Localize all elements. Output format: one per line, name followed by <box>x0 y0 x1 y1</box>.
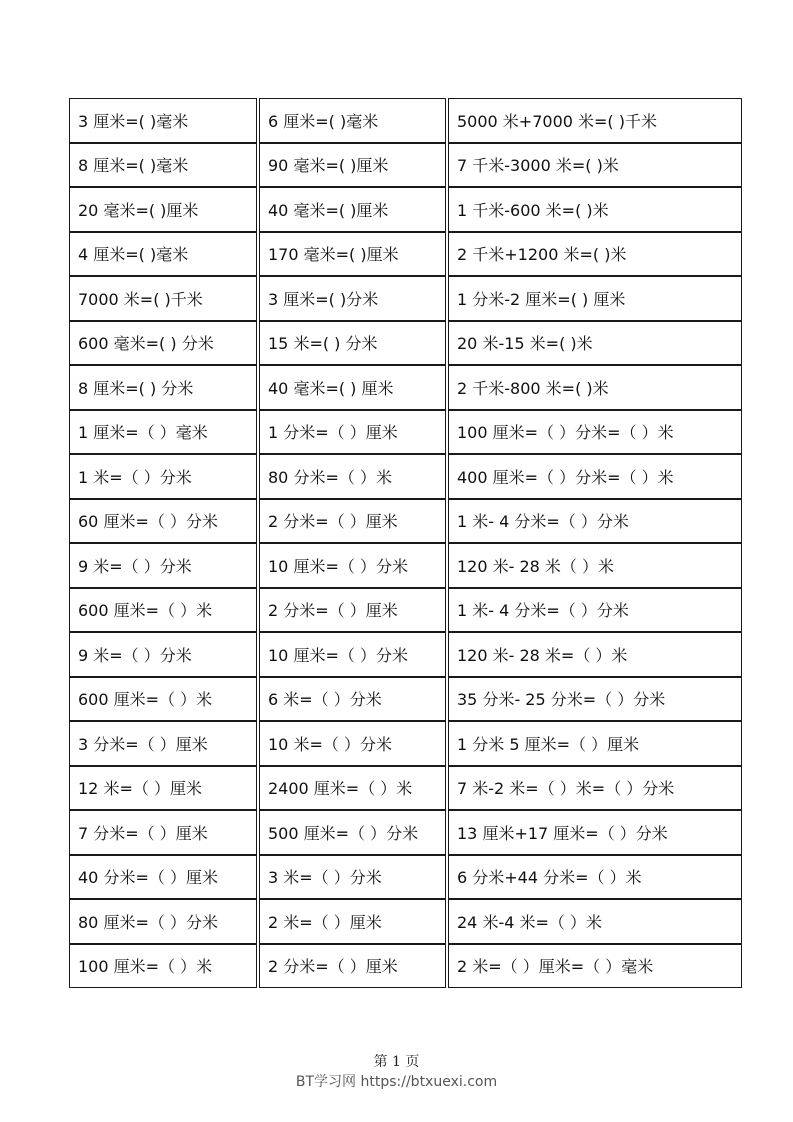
table-row <box>69 410 742 455</box>
table-row <box>69 98 742 143</box>
question-cell[interactable]: 7 分米=（ ）厘米 <box>69 810 257 855</box>
question-cell[interactable]: 8 厘米=( )毫米 <box>69 143 257 188</box>
table-row <box>69 321 742 366</box>
table-row <box>69 677 742 722</box>
table-row <box>69 232 742 277</box>
question-cell[interactable]: 5000 米+7000 米=( )千米 <box>448 98 742 143</box>
question-cell[interactable]: 2 分米=（ ）厘米 <box>259 499 446 544</box>
question-cell[interactable]: 2 分米=（ ）厘米 <box>259 588 446 633</box>
question-cell[interactable]: 2400 厘米=（ ）米 <box>259 766 446 811</box>
question-cell[interactable]: 3 厘米=( )毫米 <box>69 98 257 143</box>
question-cell[interactable]: 1 米- 4 分米=（ ）分米 <box>448 588 742 633</box>
site-watermark: BT学习网 https://btxuexi.com <box>295 1074 498 1090</box>
question-cell[interactable]: 600 厘米=（ ）米 <box>69 588 257 633</box>
table-row <box>69 276 742 321</box>
table-row <box>69 810 742 855</box>
conversion-worksheet-table <box>69 98 742 988</box>
question-cell[interactable]: 1 米=（ ）分米 <box>69 454 257 499</box>
question-cell[interactable]: 20 毫米=( )厘米 <box>69 187 257 232</box>
question-cell[interactable]: 500 厘米=（ ）分米 <box>259 810 446 855</box>
question-cell[interactable]: 1 分米-2 厘米=( ) 厘米 <box>448 276 742 321</box>
question-cell[interactable]: 10 厘米=（ ）分米 <box>259 632 446 677</box>
question-cell[interactable]: 60 厘米=（ ）分米 <box>69 499 257 544</box>
question-cell[interactable]: 40 分米=（ ）厘米 <box>69 855 257 900</box>
question-cell[interactable]: 170 毫米=( )厘米 <box>259 232 446 277</box>
table-row <box>69 855 742 900</box>
question-cell[interactable]: 2 分米=（ ）厘米 <box>259 944 446 989</box>
question-cell[interactable]: 2 米=（ ）厘米 <box>259 899 446 944</box>
question-cell[interactable]: 40 毫米=( ) 厘米 <box>259 365 446 410</box>
question-cell[interactable]: 6 分米+44 分米=（ ）米 <box>448 855 742 900</box>
question-cell[interactable]: 1 米- 4 分米=（ ）分米 <box>448 499 742 544</box>
question-cell[interactable]: 80 分米=（ ）米 <box>259 454 446 499</box>
question-cell[interactable]: 24 米-4 米=（ ）米 <box>448 899 742 944</box>
question-cell[interactable]: 2 千米-800 米=( )米 <box>448 365 742 410</box>
question-cell[interactable]: 7 米-2 米=（ ）米=（ ）分米 <box>448 766 742 811</box>
question-cell[interactable]: 2 千米+1200 米=( )米 <box>448 232 742 277</box>
question-cell[interactable]: 40 毫米=( )厘米 <box>259 187 446 232</box>
question-cell[interactable]: 2 米=（ ）厘米=（ ）毫米 <box>448 944 742 989</box>
table-row <box>69 721 742 766</box>
question-cell[interactable]: 3 厘米=( )分米 <box>259 276 446 321</box>
question-cell[interactable]: 100 厘米=（ ）分米=（ ）米 <box>448 410 742 455</box>
table-row <box>69 454 742 499</box>
question-cell[interactable]: 600 厘米=（ ）米 <box>69 677 257 722</box>
question-cell[interactable]: 12 米=（ ）厘米 <box>69 766 257 811</box>
question-cell[interactable]: 120 米- 28 米=（ ）米 <box>448 632 742 677</box>
table-row <box>69 187 742 232</box>
question-cell[interactable]: 80 厘米=（ ）分米 <box>69 899 257 944</box>
question-cell[interactable]: 1 千米-600 米=( )米 <box>448 187 742 232</box>
question-cell[interactable]: 6 米=（ ）分米 <box>259 677 446 722</box>
table-row <box>69 588 742 633</box>
question-cell[interactable]: 4 厘米=( )毫米 <box>69 232 257 277</box>
table-row <box>69 899 742 944</box>
question-cell[interactable]: 15 米=( ) 分米 <box>259 321 446 366</box>
question-cell[interactable]: 10 厘米=（ ）分米 <box>259 543 446 588</box>
question-cell[interactable]: 120 米- 28 米（ ）米 <box>448 543 742 588</box>
table-row <box>69 365 742 410</box>
question-cell[interactable]: 3 米=（ ）分米 <box>259 855 446 900</box>
page-number: 第 1 页 <box>373 1054 420 1070</box>
question-cell[interactable]: 400 厘米=（ ）分米=（ ）米 <box>448 454 742 499</box>
question-cell[interactable]: 35 分米- 25 分米=（ ）分米 <box>448 677 742 722</box>
table-row <box>69 143 742 188</box>
question-cell[interactable]: 100 厘米=（ ）米 <box>69 944 257 989</box>
question-cell[interactable]: 13 厘米+17 厘米=（ ）分米 <box>448 810 742 855</box>
question-cell[interactable]: 7000 米=( )千米 <box>69 276 257 321</box>
question-cell[interactable]: 20 米-15 米=( )米 <box>448 321 742 366</box>
question-cell[interactable]: 1 厘米=（ ）毫米 <box>69 410 257 455</box>
question-cell[interactable]: 1 分米 5 厘米=（ ）厘米 <box>448 721 742 766</box>
question-cell[interactable]: 1 分米=（ ）厘米 <box>259 410 446 455</box>
question-cell[interactable]: 6 厘米=( )毫米 <box>259 98 446 143</box>
question-cell[interactable]: 9 米=（ ）分米 <box>69 632 257 677</box>
question-cell[interactable]: 9 米=（ ）分米 <box>69 543 257 588</box>
question-cell[interactable]: 3 分米=（ ）厘米 <box>69 721 257 766</box>
table-row <box>69 766 742 811</box>
question-cell[interactable]: 600 毫米=( ) 分米 <box>69 321 257 366</box>
table-row <box>69 944 742 989</box>
question-cell[interactable]: 7 千米-3000 米=( )米 <box>448 143 742 188</box>
question-cell[interactable]: 10 米=（ ）分米 <box>259 721 446 766</box>
question-cell[interactable]: 8 厘米=( ) 分米 <box>69 365 257 410</box>
table-row <box>69 632 742 677</box>
table-row <box>69 543 742 588</box>
table-row <box>69 499 742 544</box>
question-cell[interactable]: 90 毫米=( )厘米 <box>259 143 446 188</box>
